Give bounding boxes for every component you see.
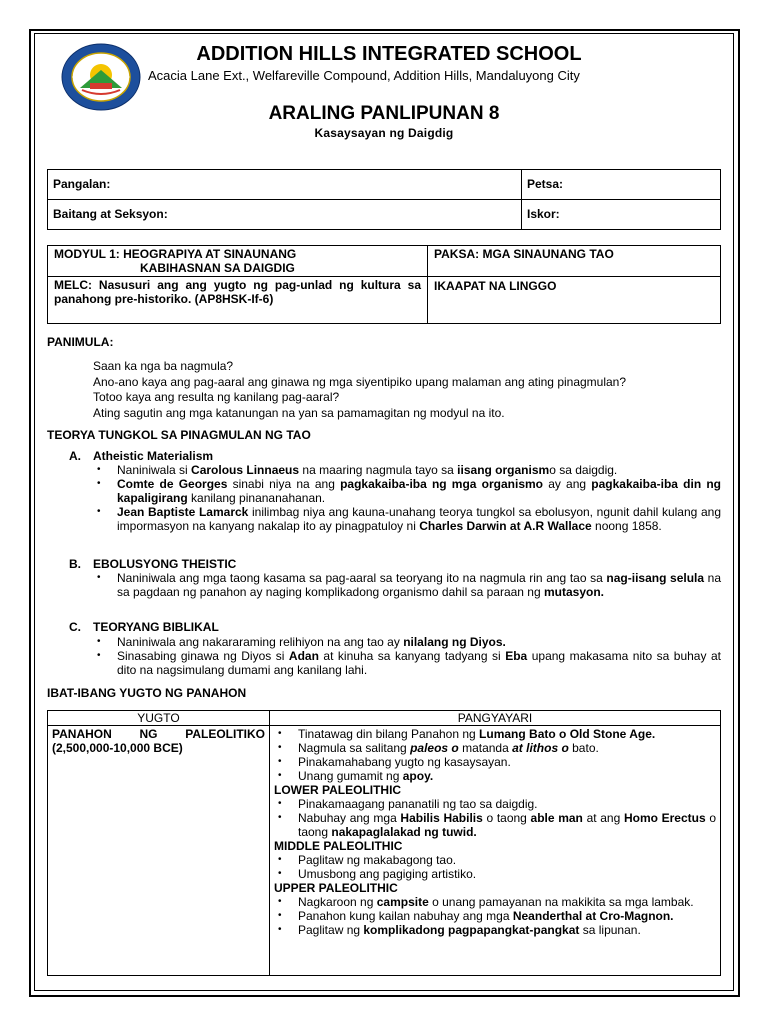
list-item: • Paglitaw ng komplikadong pagpapangkat-pangkat sa lipunan. (274, 923, 716, 937)
theory-a-list (93, 463, 721, 533)
list-item: • Panahon kung kailan nabuhay ang mga Neanderthal at Cro-Magnon. (274, 909, 716, 923)
list-item: • Nabuhay ang mga Habilis Habilis o taong able man at ang Homo Erectus o taong nakapaglalakad ng tuwid. (274, 811, 716, 839)
theory-c-label: C. (69, 620, 81, 634)
theory-b-label: B. (69, 557, 81, 571)
intro-line: Ating sagutin ang mga katanungan na yan sa pamamagitan ng modyul na ito. (93, 405, 505, 420)
middle-list (274, 853, 716, 881)
module-table (47, 245, 721, 324)
era-name-cell (48, 726, 270, 976)
list-item: • Pinakamahabang yugto ng kasaysayan. (274, 755, 716, 769)
list-item: • Tinatawag din bilang Panahon ng Lumang Bato o Old Stone Age. (274, 727, 716, 741)
list-item: • Nagkaroon ng campsite o unang pamayanan na makikita sa mga lambak. (274, 895, 716, 909)
intro-questions (93, 359, 626, 421)
era-events-cell (270, 726, 721, 976)
list-item: • Comte de Georges sinabi niya na ang pagkakaiba-iba ng mga organismo ay ang pagkakaiba-iba din ng kapaligirang kanilang pinananahanan. (93, 477, 721, 505)
list-item: • Naniniwala ang nakararaming relihiyon na ang tao ay nilalang ng Diyos. (93, 635, 721, 649)
list-item: • Pinakamaagang pananatili ng tao sa daigdig. (274, 797, 716, 811)
col-header-pangyayari: PANGYAYARI (270, 711, 721, 726)
intro-line: Saan ka nga ba nagmula? (93, 359, 234, 373)
melc-cell: MELC: Nasusuri ang ang yugto ng pag-unlad ng kultura sa panahong pre-historiko. (AP8HSK-If-6) (48, 277, 428, 324)
subperiod-upper: UPPER PALEOLITHIC (274, 881, 398, 895)
date-field[interactable] (522, 170, 721, 200)
date-label: Petsa: (527, 177, 564, 191)
era-events-list (274, 727, 716, 783)
list-item: • Jean Baptiste Lamarck inilimbag niya ang kauna-unahang teorya tungkol sa ebolusyon, ngunit dahil kulang ang impormasyon na kanyang nakalap ito ay pinagpatuloy ni Charles Darwin at A.R Wallace noong 1858. (93, 505, 721, 533)
list-item: • Naniniwala si Carolous Linnaeus na maaring nagmula tayo sa iisang organismo sa daigdig. (93, 463, 721, 477)
eras-heading: IBAT-IBANG YUGTO NG PANAHON (47, 686, 247, 700)
module-line-1: MODYUL 1: HEOGRAPIYA AT SINAUNANG (54, 247, 297, 261)
subject-title: ARALING PANLIPUNAN 8 (268, 103, 500, 124)
theory-a-label: A. (69, 449, 81, 463)
subperiod-lower: LOWER PALEOLITHIC (274, 783, 402, 797)
eras-table (47, 710, 721, 976)
list-item: • Unang gumamit ng apoy. (274, 769, 716, 783)
lower-list (274, 797, 716, 839)
school-name: ADDITION HILLS INTEGRATED SCHOOL (196, 43, 582, 65)
grade-section-label: Baitang at Seksyon: (53, 207, 168, 221)
col-header-yugto: YUGTO (48, 711, 270, 726)
score-field[interactable] (522, 200, 721, 230)
theory-b-title: EBOLUSYONG THEISTIC (93, 557, 237, 571)
era-dates: (2,500,000-10,000 BCE) (52, 741, 183, 755)
intro-line: Ano-ano kaya ang pag-aaral ang ginawa ng mga siyentipiko upang malaman ang ating pinagmulan? (93, 374, 627, 389)
school-address: Acacia Lane Ext., Welfareville Compound, Addition Hills, Mandaluyong City (148, 68, 580, 83)
upper-list (274, 895, 716, 937)
name-label: Pangalan: (53, 177, 111, 191)
subperiod-middle: MIDDLE PALEOLITHIC (274, 839, 403, 853)
week-cell: IKAAPAT NA LINGGO (428, 277, 721, 324)
theory-heading: TEORYA TUNGKOL SA PINAGMULAN NG TAO (47, 428, 311, 442)
list-item: • Nagmula sa salitang paleos o matanda at lithos o bato. (274, 741, 716, 755)
theory-c-list (93, 635, 721, 677)
topic-cell: PAKSA: MGA SINAUNANG TAO (428, 246, 721, 277)
student-info-table (47, 169, 721, 230)
list-item: • Sinasabing ginawa ng Diyos si Adan at kinuha sa kanyang tadyang si Eba upang makasama nito sa buhay at dito na nagsimulang dumami ang kanilang lahi. (93, 649, 721, 677)
score-label: Iskor: (527, 207, 560, 221)
grade-section-field[interactable] (48, 200, 522, 230)
list-item: • Paglitaw ng makabagong tao. (274, 853, 716, 867)
theory-a-title: Atheistic Materialism (93, 449, 214, 463)
intro-line: Totoo kaya ang resulta ng kanilang pag-aaral? (93, 390, 340, 404)
theory-c-title: TEORYANG BIBLIKAL (93, 620, 219, 634)
list-item: • Umusbong ang pagiging artistiko. (274, 867, 716, 881)
intro-heading: PANIMULA: (47, 335, 114, 349)
theory-b-list (93, 571, 721, 599)
era-name: PANAHON NG PALEOLITIKO (52, 727, 265, 741)
module-line-2: KABIHASNAN SA DAIGDIG (140, 261, 295, 275)
list-item: • Naniniwala ang mga taong kasama sa pag-aaral sa teoryang ito na nagmula rin ang tao sa nag-iisang selula na sa pagdaan ng panahon ay naging komplikadong organismo dahil sa paraan ng mutasyon. (93, 571, 721, 599)
subject-subtitle: Kasaysayan ng Daigdig (314, 126, 454, 140)
module-cell (48, 246, 428, 277)
name-field[interactable] (48, 170, 522, 200)
